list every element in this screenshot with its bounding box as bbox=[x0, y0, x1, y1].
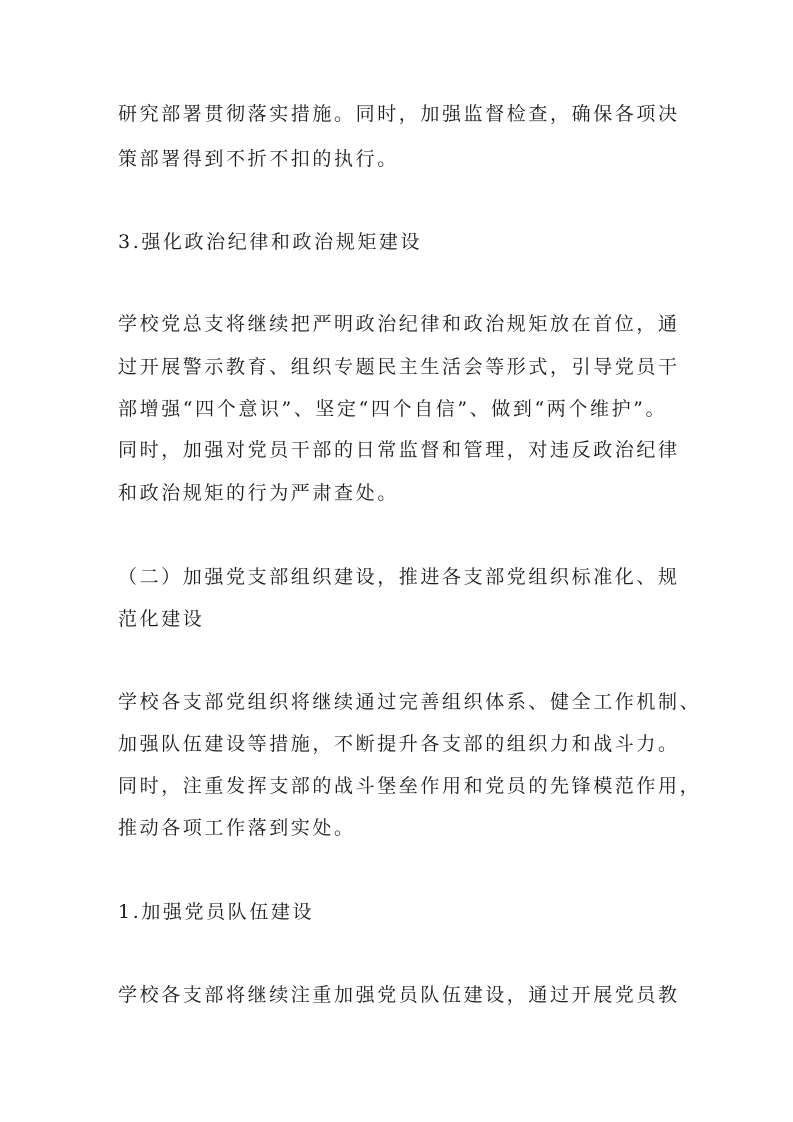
paragraph-2-line-3: 部增强“四个意识”、坚定“四个自信”、做到“两个维护”。 bbox=[118, 398, 668, 420]
paragraph-2-line-2: 过开展警示教育、组织专题民主生活会等形式，引导党员干 bbox=[118, 356, 680, 378]
paragraph-2-line-4: 同时，加强对党员干部的日常监督和管理，对违反政治纪律 bbox=[118, 439, 680, 461]
paragraph-3-line-2: 加强队伍建设等措施，不断提升各支部的组织力和战斗力。 bbox=[118, 733, 680, 755]
section-heading-1: 1.加强党员队伍建设 bbox=[118, 901, 315, 923]
paragraph-3-line-4: 推动各项工作落到实处。 bbox=[118, 817, 356, 839]
paragraph-4-line-1: 学校各支部将继续注重加强党员队伍建设，通过开展党员教 bbox=[118, 984, 680, 1006]
paragraph-1-line-1: 研究部署贯彻落实措施。同时，加强监督检查，确保各项决 bbox=[118, 103, 680, 125]
paragraph-2-line-1: 学校党总支将继续把严明政治纪律和政治规矩放在首位，通 bbox=[118, 313, 680, 335]
section-heading-2-line-2: 范化建设 bbox=[118, 608, 205, 630]
paragraph-1-line-2: 策部署得到不折不扣的执行。 bbox=[118, 148, 399, 170]
paragraph-3-line-1: 学校各支部党组织将继续通过完善组织体系、健全工作机制、 bbox=[118, 691, 702, 713]
paragraph-2-line-5: 和政治规矩的行为严肃查处。 bbox=[118, 482, 399, 504]
section-heading-3: 3.强化政治纪律和政治规矩建设 bbox=[118, 231, 423, 253]
section-heading-2-line-1: （二）加强党支部组织建设，推进各支部党组织标准化、规 bbox=[118, 566, 680, 588]
paragraph-3-line-3: 同时，注重发挥支部的战斗堡垒作用和党员的先锋模范作用， bbox=[118, 775, 702, 797]
